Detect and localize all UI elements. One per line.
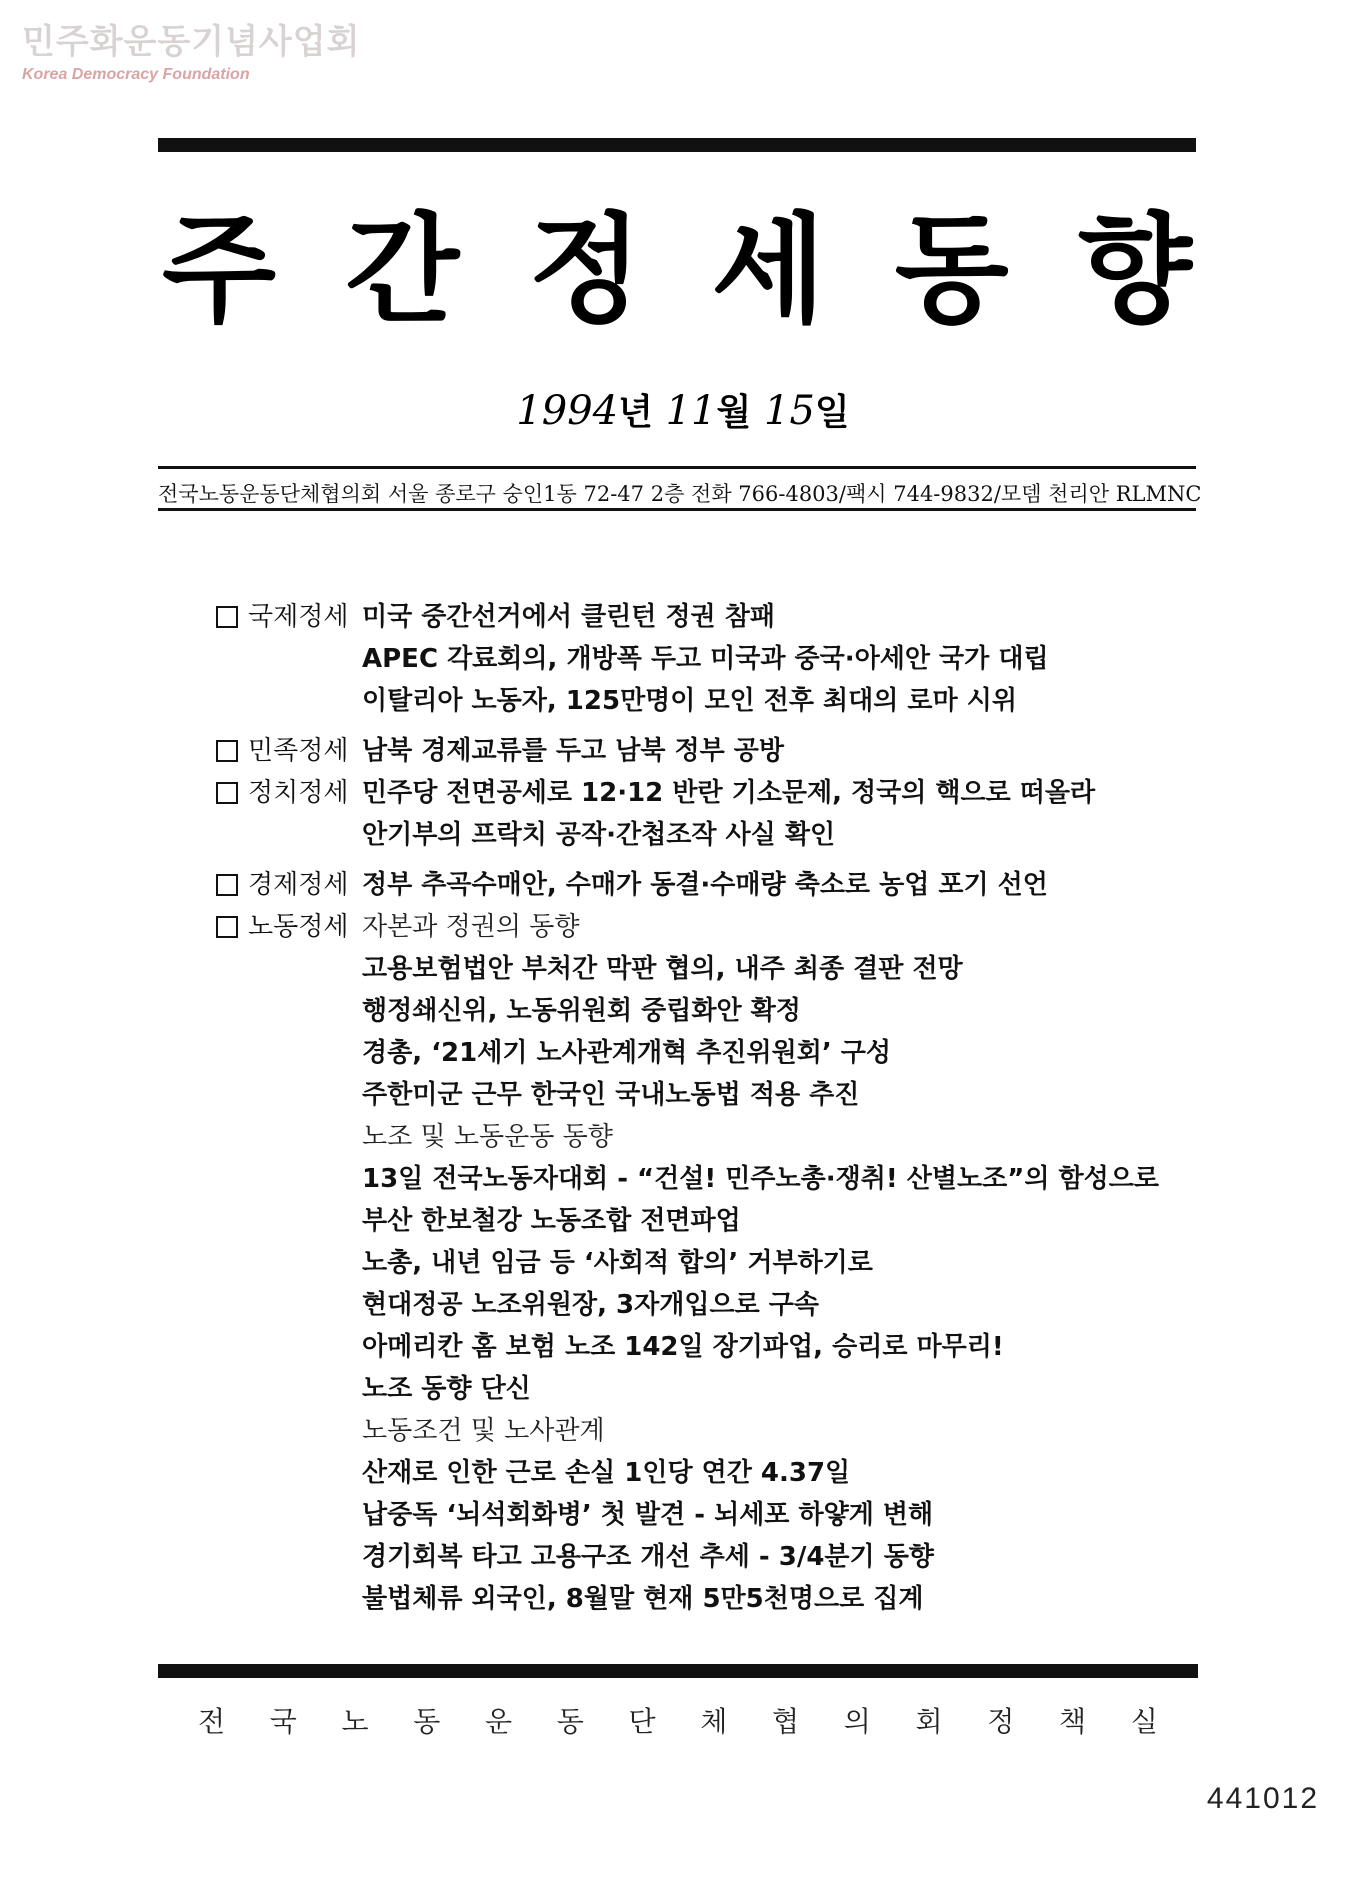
toc-item: 고용보험법안 부처간 막판 협의, 내주 최종 결판 전망: [362, 954, 963, 984]
publication-title: [158, 201, 1196, 339]
toc-item: 산재로 인한 근로 손실 1인당 연간 4.37일: [362, 1458, 851, 1488]
info-rule-top: [158, 466, 1196, 469]
toc-item: 남북 경제교류를 두고 남북 정부 공방: [362, 736, 784, 766]
checkbox-icon: [216, 740, 238, 762]
footer-char: 노: [341, 1705, 369, 1738]
checkbox-icon: [216, 606, 238, 628]
footer-char: 체: [700, 1705, 728, 1738]
date-day-unit: 일: [814, 392, 850, 433]
checkbox-icon: [216, 782, 238, 804]
footer-organization: [158, 1700, 1198, 1740]
section-category-label: 정치정세: [248, 778, 349, 808]
toc-item: 이탈리아 노동자, 125만명이 모인 전후 최대의 로마 시위: [362, 686, 1017, 716]
toc-section: [216, 772, 1196, 856]
toc-item: 경총, ‘21세기 노사관계개혁 추진위원회’ 구성: [362, 1038, 891, 1068]
watermark-english: Korea Democracy Foundation: [22, 66, 250, 83]
toc-item: 경기회복 타고 고용구조 개선 추세 - 3/4분기 동향: [362, 1542, 934, 1572]
top-bar: [158, 138, 1196, 152]
footer-char: 동: [556, 1705, 584, 1738]
title-char: 간: [345, 201, 460, 339]
toc-item: 부산 한보철강 노동조합 전면파업: [362, 1206, 741, 1236]
info-rule-bottom: [158, 508, 1196, 511]
section-category: [216, 730, 362, 772]
date-year-unit: 년: [618, 392, 653, 433]
title-char: 동: [894, 201, 1009, 339]
date-year: 1994: [516, 388, 619, 434]
footer-char: 동: [413, 1705, 441, 1738]
watermark-korean: 민주화운동기념사업회: [22, 22, 361, 62]
section-category: [216, 596, 362, 638]
checkbox-icon: [216, 916, 238, 938]
toc-subheading: 노동조건 및 노사관계: [362, 1416, 605, 1446]
title-char: 향: [1077, 201, 1192, 339]
toc-subheading: 자본과 정권의 동향: [362, 912, 580, 942]
bottom-bar: [158, 1664, 1198, 1678]
table-of-contents: [216, 596, 1196, 1628]
toc-item: 납중독 ‘뇌석회화병’ 첫 발견 - 뇌세포 하얗게 변해: [362, 1500, 934, 1530]
footer-char: 협: [772, 1705, 800, 1738]
footer-char: 의: [843, 1705, 871, 1738]
section-category-label: 민족정세: [248, 736, 349, 766]
toc-section: [216, 906, 1196, 1620]
toc-item: 아메리칸 홈 보험 노조 142일 장기파업, 승리로 마무리!: [362, 1332, 1004, 1362]
date-month-unit: 월: [716, 392, 752, 433]
toc-section: [216, 730, 1196, 772]
section-category-label: 노동정세: [248, 912, 349, 942]
toc-section: [216, 596, 1196, 722]
title-char: 주: [162, 201, 276, 339]
section-category: [216, 906, 362, 948]
title-char: 정: [528, 201, 643, 339]
date-day: 15: [764, 388, 815, 434]
toc-item: 노총, 내년 임금 등 ‘사회적 합의’ 거부하기로: [362, 1248, 873, 1278]
footer-char: 정: [987, 1705, 1015, 1738]
checkbox-icon: [216, 874, 238, 896]
title-char: 세: [711, 201, 826, 339]
toc-item: APEC 각료회의, 개방폭 두고 미국과 중국·아세안 국가 대립: [362, 644, 1049, 674]
toc-item: 13일 전국노동자대회 - “건설! 민주노총·쟁취! 산별노조”의 함성으로: [362, 1164, 1159, 1194]
toc-section: [216, 864, 1196, 906]
toc-item: 민주당 전면공세로 12·12 반란 기소문제, 정국의 핵으로 떠올라: [362, 778, 1096, 808]
section-category-label: 국제정세: [248, 602, 349, 632]
section-category: [216, 864, 362, 906]
toc-item: 현대정공 노조위원장, 3자개입으로 구속: [362, 1290, 819, 1320]
footer-char: 국: [269, 1705, 297, 1738]
toc-item: 주한미군 근무 한국인 국내노동법 적용 추진: [362, 1080, 860, 1110]
footer-char: 단: [628, 1705, 656, 1738]
footer-char: 실: [1130, 1705, 1158, 1738]
section-category-label: 경제정세: [248, 870, 349, 900]
publication-date: [0, 384, 1366, 435]
footer-char: 전: [198, 1705, 226, 1738]
toc-item: 불법체류 외국인, 8월말 현재 5만5천명으로 집계: [362, 1584, 924, 1614]
toc-item: 안기부의 프락치 공작·간첩조작 사실 확인: [362, 820, 836, 850]
watermark: [22, 22, 360, 84]
toc-subheading: 노조 및 노동운동 동향: [362, 1122, 613, 1152]
toc-item: 미국 중간선거에서 클린턴 정권 참패: [362, 602, 775, 632]
publisher-info: 전국노동운동단체협의회 서울 종로구 숭인1동 72-47 2층 전화 766-4803/팩시 744-9832/모뎀 천리안 RLMNC: [158, 482, 1202, 506]
footer-char: 운: [485, 1705, 513, 1738]
footer-char: 회: [915, 1705, 943, 1738]
footer-char: 책: [1059, 1705, 1087, 1738]
toc-item: 노조 동향 단신: [362, 1374, 531, 1404]
date-month: 11: [665, 388, 717, 434]
toc-item: 정부 추곡수매안, 수매가 동결·수매량 축소로 농업 포기 선언: [362, 870, 1048, 900]
toc-item: 행정쇄신위, 노동위원회 중립화안 확정: [362, 996, 801, 1026]
page-number: 441012: [1206, 1782, 1319, 1815]
section-category: [216, 772, 362, 814]
